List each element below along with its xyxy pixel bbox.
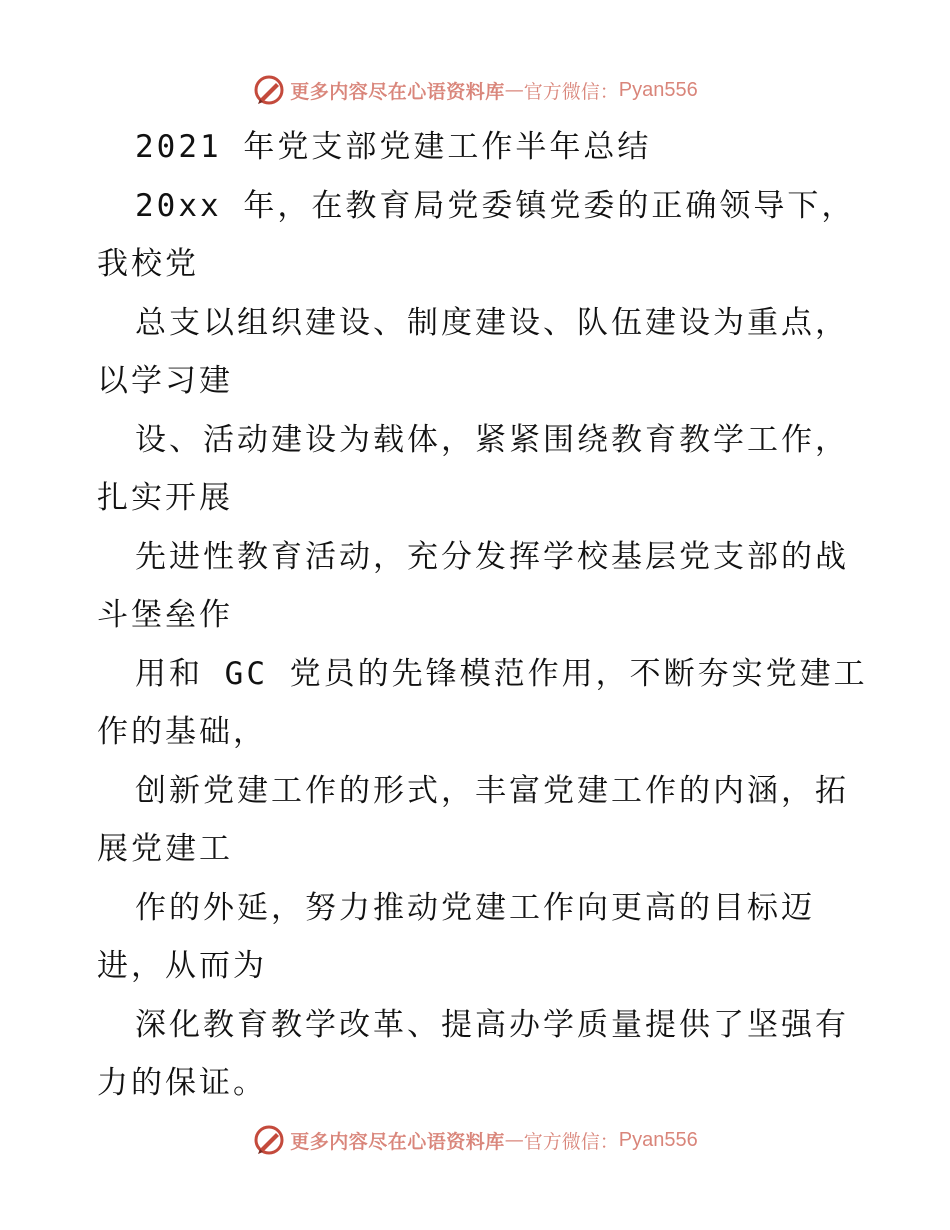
paragraph-line: 进，从而为 — [97, 948, 267, 984]
paragraph-line: 作的外延，努力推动党建工作向更高的目标迈 — [135, 890, 815, 926]
paragraph-line: 20xx 年，在教育局党委镇党委的正确领导下， — [135, 188, 856, 224]
paragraph-line: 设、活动建设为载体，紧紧围绕教育教学工作， — [135, 422, 849, 458]
watermark-separator: — — [504, 79, 524, 101]
pen-logo-icon — [252, 73, 286, 107]
paragraph-line: 创新党建工作的形式，丰富党建工作的内涵，拓 — [135, 773, 849, 809]
paragraph-line: 作的基础， — [97, 714, 267, 750]
paragraph-line: 展党建工 — [97, 831, 233, 867]
watermark-wechat-label: 官方微信： — [523, 1130, 619, 1153]
watermark-slogan: 更多内容尽在心语资料库 — [290, 80, 505, 103]
paragraph-line: 深化教育教学改革、提高办学质量提供了坚强有 — [135, 1007, 849, 1043]
paragraph-line: 总支以组织建设、制度建设、队伍建设为重点， — [135, 305, 849, 341]
paragraph-line: 我校党 — [97, 246, 199, 282]
footer-watermark — [0, 1120, 950, 1160]
paragraph-line: 以学习建 — [97, 363, 233, 399]
watermark-slogan: 更多内容尽在心语资料库 — [290, 1130, 505, 1153]
paragraph-line: 先进性教育活动，充分发挥学校基层党支部的战 — [135, 539, 849, 575]
paragraph-line: 扎实开展 — [97, 480, 233, 516]
watermark-wechat-label: 官方微信： — [523, 80, 619, 103]
paragraph-line: 用和 GC 党员的先锋模范作用，不断夯实党建工 — [135, 656, 868, 692]
pen-logo-icon — [252, 1123, 286, 1157]
header-watermark — [0, 70, 950, 110]
paragraph-line: 力的保证。 — [97, 1065, 267, 1101]
watermark-wechat-id: Pyan556 — [618, 78, 698, 101]
watermark-wechat-id: Pyan556 — [618, 1128, 698, 1151]
document-title: 2021 年党支部党建工作半年总结 — [135, 129, 652, 165]
watermark-separator: — — [504, 1129, 524, 1151]
paragraph-line: 斗堡垒作 — [97, 597, 233, 633]
